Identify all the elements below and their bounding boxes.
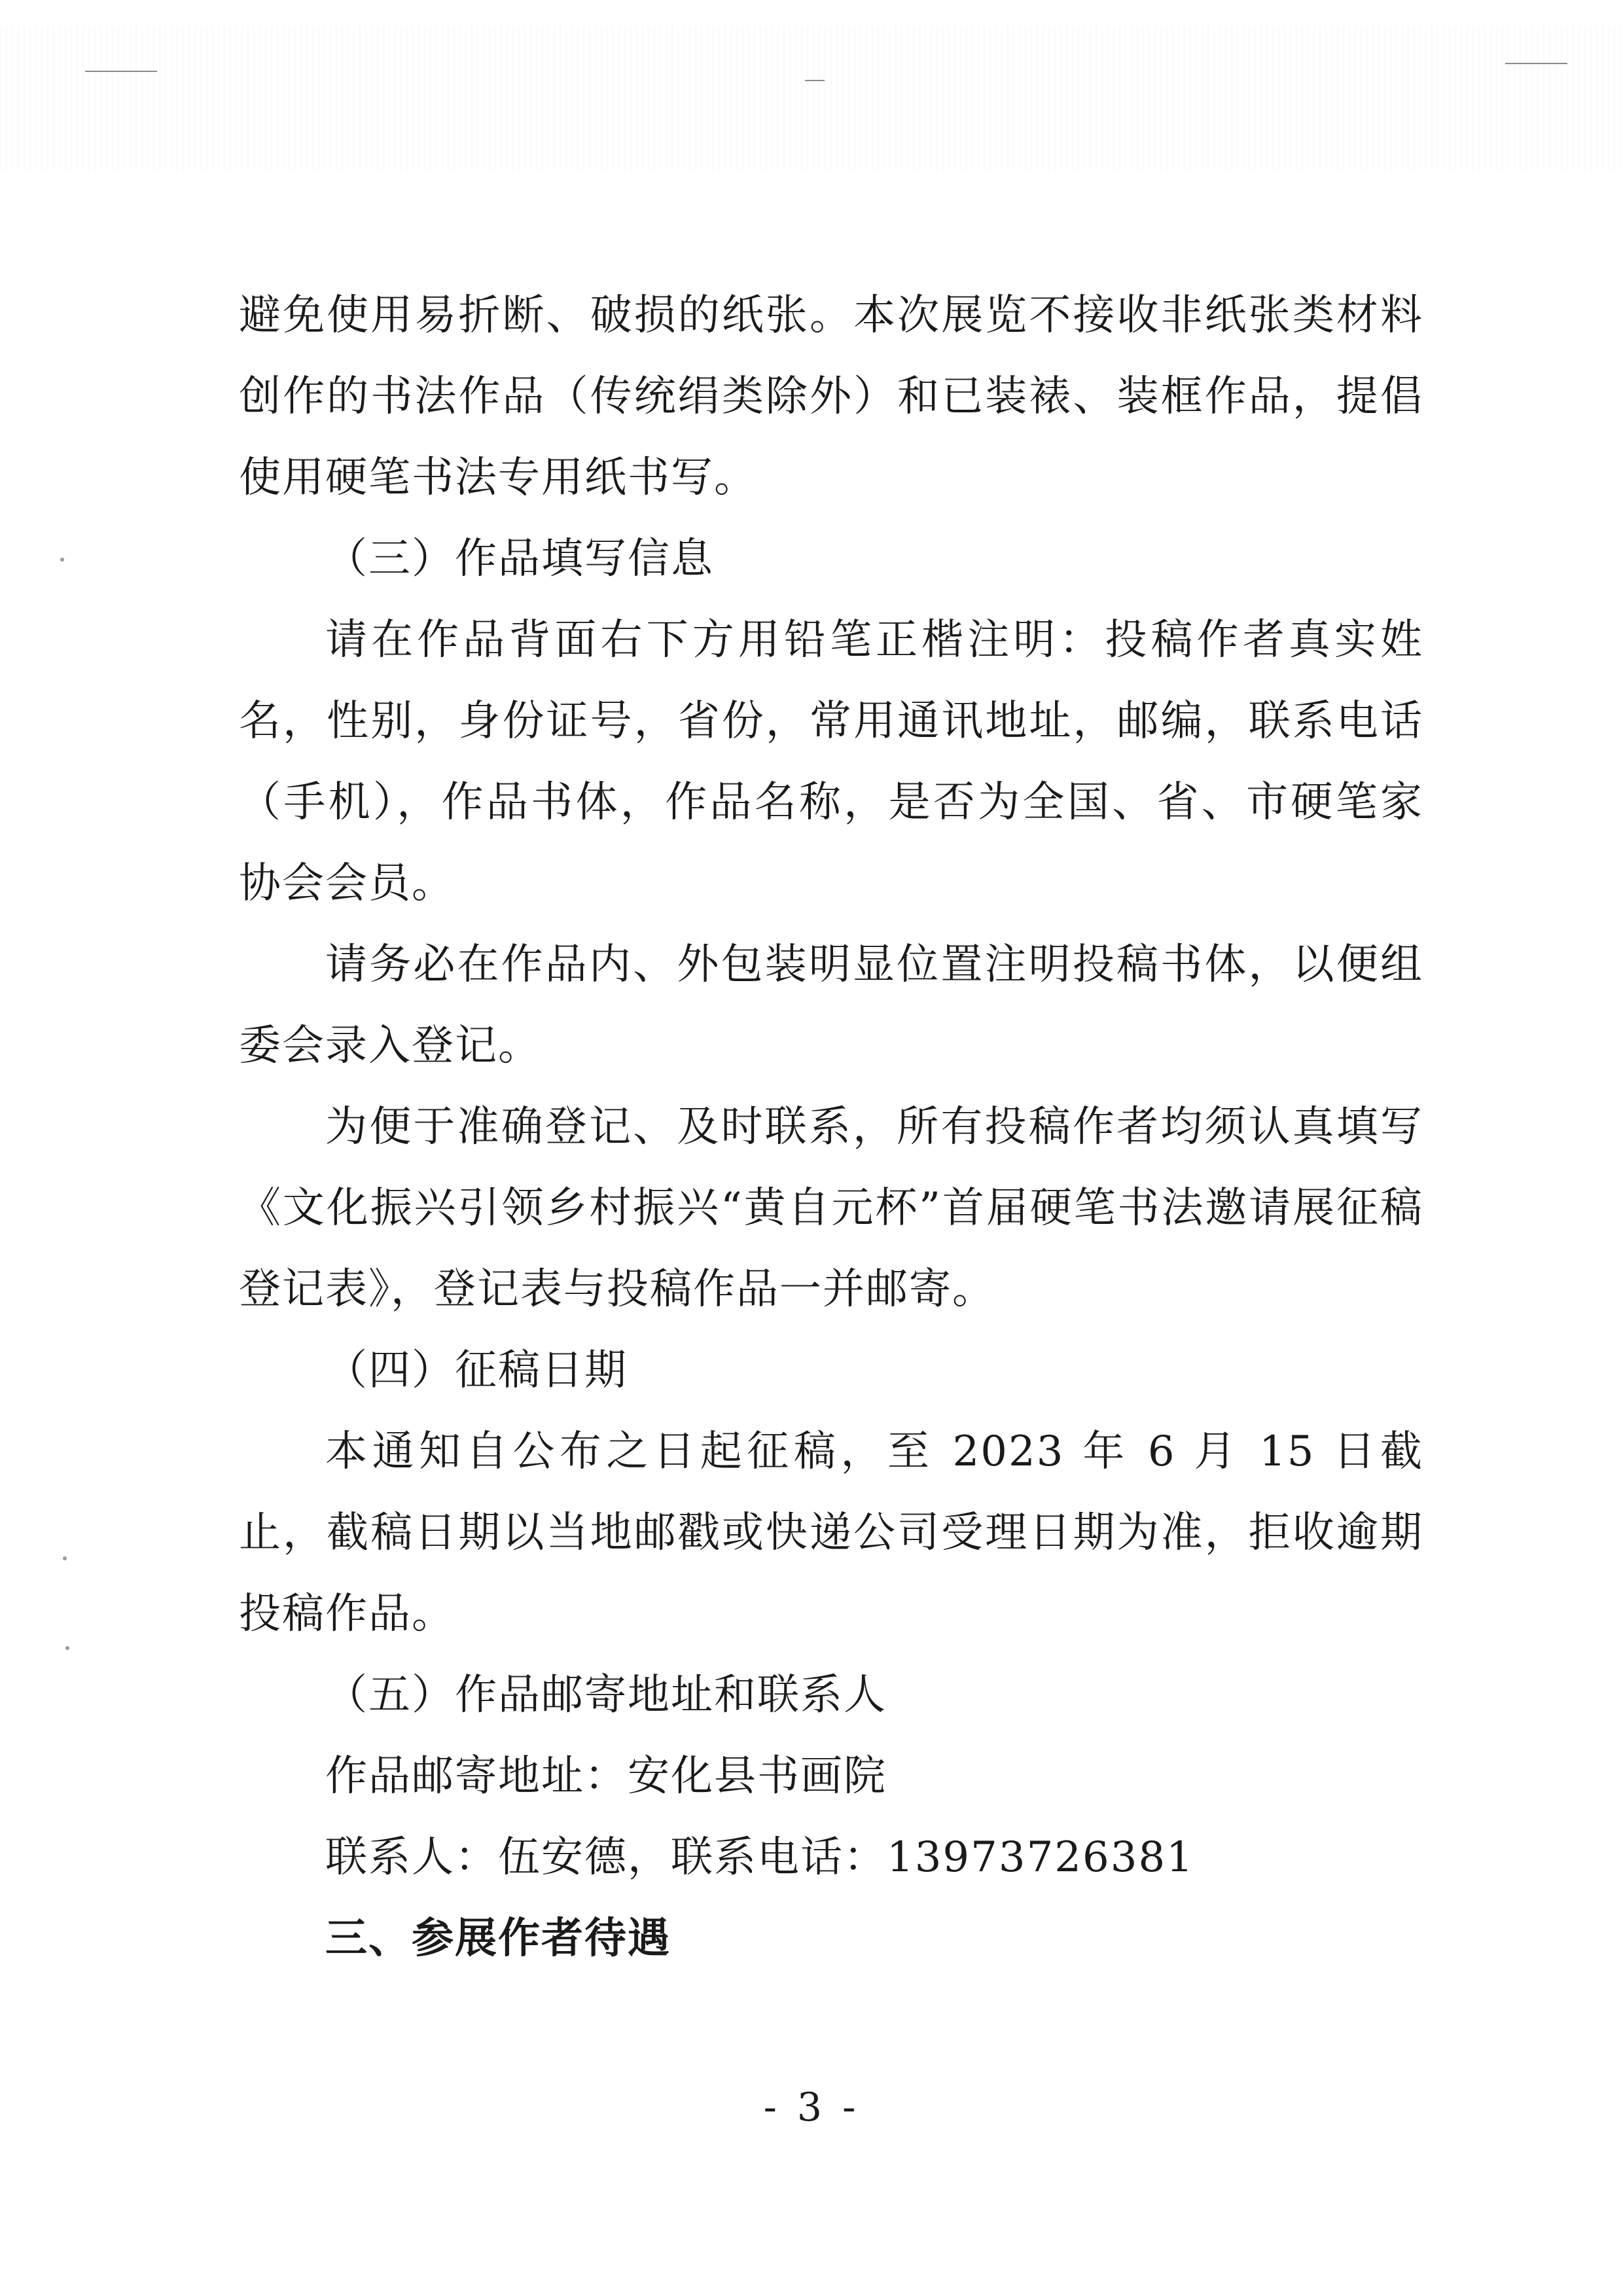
paragraph-paper-requirements: 避免使用易折断、破损的纸张。本次展览不接收非纸张类材料创作的书法作品（传统绢类除外）和已装裱、装框作品，提倡使用硬笔书法专用纸书写。 <box>239 291 1423 502</box>
scan-mark <box>1505 63 1567 64</box>
page-number: - 3 - <box>763 2085 860 2130</box>
scan-noise-band <box>0 26 1623 170</box>
scan-dot <box>63 1556 67 1560</box>
document-body <box>239 275 1423 1979</box>
paragraph-registration-form: 为便于准确登记、及时联系，所有投稿作者均须认真填写《文化振兴引领乡村振兴“黄自元杯”首届硬笔书法邀请展征稿登记表》，登记表与投稿作品一并邮寄。 <box>239 1103 1423 1314</box>
scan-dot <box>65 1646 69 1650</box>
section-heading-work-info: （三）作品填写信息 <box>325 535 714 583</box>
scan-mark <box>85 71 157 72</box>
mailing-address: 作品邮寄地址：安化县书画院 <box>325 1752 887 1801</box>
paragraph-deadline: 本通知自公布之日起征稿，至 2023 年 6 月 15 日截止，截稿日期以当地邮戳或快递公司受理日期为准，拒收逾期投稿作品。 <box>239 1427 1423 1638</box>
scan-mark <box>805 80 825 81</box>
section-heading-deadline: （四）征稿日期 <box>325 1346 628 1395</box>
contact-person: 联系人：伍安德，联系电话：13973726381 <box>325 1833 1194 1882</box>
scan-dot <box>60 558 64 562</box>
section-heading-author-benefits: 三、参展作者待遇 <box>325 1914 671 1963</box>
paragraph-packaging-note: 请务必在作品内、外包装明显位置注明投稿书体，以便组委会录入登记。 <box>239 941 1423 1070</box>
section-heading-mailing: （五）作品邮寄地址和联系人 <box>325 1671 887 1719</box>
paragraph-info-fields: 请在作品背面右下方用铅笔正楷注明：投稿作者真实姓名，性别，身份证号，省份，常用通讯地址，邮编，联系电话（手机），作品书体，作品名称，是否为全国、省、市硬笔家协会会员。 <box>239 616 1423 908</box>
